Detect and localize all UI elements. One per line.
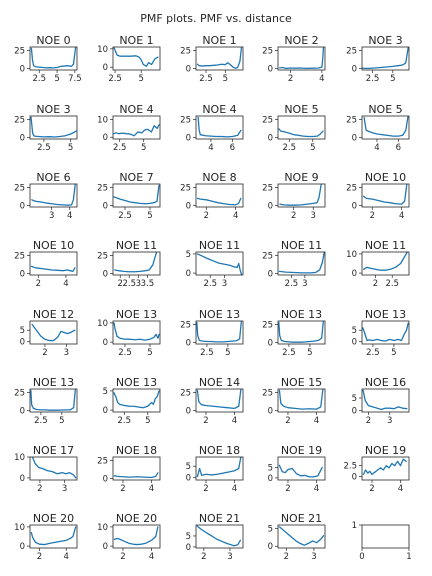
x-tick-label: 2.5 xyxy=(282,143,297,153)
subplot-title: NOE 11 xyxy=(115,239,158,252)
y-tick-label: 25 xyxy=(262,388,273,399)
y-tick-label: 5 xyxy=(267,463,273,474)
y-tick-label: 0 xyxy=(351,472,357,483)
x-tick-label: 2.5 xyxy=(284,279,299,289)
y-tick-label: 0 xyxy=(185,64,191,75)
subplot-20 xyxy=(20,308,77,358)
axes-frame xyxy=(278,47,325,70)
subplot-title: NOE 13 xyxy=(115,376,158,389)
subplot-12 xyxy=(180,171,243,221)
x-tick-label: 3 xyxy=(311,552,317,562)
y-tick-label: 0 xyxy=(185,201,191,212)
y-tick-label: 25 xyxy=(14,183,25,194)
subplot-18 xyxy=(262,239,325,289)
x-tick-label: 5 xyxy=(147,348,153,358)
subplot-29 xyxy=(352,376,409,426)
pmf-line xyxy=(31,390,75,410)
pmf-line xyxy=(279,129,323,137)
subplot-title: NOE 2 xyxy=(284,34,319,47)
x-tick-label: 2.5 xyxy=(385,279,399,289)
x-tick-label: 3 xyxy=(302,279,308,289)
pmf-line xyxy=(363,185,406,204)
x-tick-label: 2 xyxy=(369,484,375,494)
x-tick-label: 4 xyxy=(63,552,69,562)
x-tick-label: 2.5 xyxy=(37,143,51,153)
subplot-10 xyxy=(14,171,77,221)
subplot-title: NOE 19 xyxy=(280,444,323,457)
x-tick-label: 2.5 xyxy=(34,416,48,426)
subplot-title: NOE 11 xyxy=(198,239,241,252)
y-tick-label: 1 xyxy=(351,521,357,531)
pmf-line xyxy=(197,390,240,409)
y-tick-label: 25 xyxy=(346,46,357,57)
x-tick-label: 6 xyxy=(395,143,402,153)
x-tick-label: 3.5 xyxy=(140,279,155,289)
subplot-26 xyxy=(103,376,160,426)
y-tick-label: 0 xyxy=(267,64,273,75)
subplot-title: NOE 13 xyxy=(32,376,75,389)
pmf-line xyxy=(114,125,159,136)
x-tick-label: 2 xyxy=(287,74,294,84)
x-tick-label: 2.5 xyxy=(282,348,296,358)
x-tick-label: 5 xyxy=(145,416,151,426)
axes-frame xyxy=(30,252,77,275)
subplot-39 xyxy=(352,521,412,562)
subplot-title: NOE 1 xyxy=(119,34,154,47)
axes-frame xyxy=(362,457,409,480)
axes-frame xyxy=(30,457,77,480)
x-tick-label: 2 xyxy=(203,211,209,221)
subplot-16 xyxy=(97,239,160,289)
subplot-title: NOE 10 xyxy=(32,239,75,252)
x-tick-label: 3 xyxy=(310,211,316,221)
x-tick-label: 2.5 xyxy=(118,211,132,221)
subplot-title: NOE 5 xyxy=(368,103,403,116)
subplot-title: NOE 3 xyxy=(368,34,403,47)
x-tick-label: 2 xyxy=(201,552,207,562)
pmf-line xyxy=(364,117,408,136)
y-tick-label: 5 xyxy=(19,326,25,337)
y-tick-label: 0 xyxy=(267,406,273,417)
subplot-33 xyxy=(268,444,325,494)
y-tick-label: 0 xyxy=(102,474,108,485)
y-tick-label: 5 xyxy=(185,531,191,542)
x-tick-label: 2.5 xyxy=(203,279,218,289)
axes-frame xyxy=(278,457,325,480)
subplot-14 xyxy=(346,171,409,221)
y-tick-label: 0 xyxy=(185,338,191,349)
pmf-line xyxy=(363,48,408,69)
subplot-title: NOE 15 xyxy=(280,376,323,389)
y-tick-label: 0 xyxy=(185,269,191,280)
subplot-1 xyxy=(97,34,160,84)
pmf-line xyxy=(197,254,241,275)
x-tick-label: 6 xyxy=(229,143,236,153)
figure-title: PMF plots. PMF vs. distance xyxy=(140,12,292,25)
y-tick-label: 0 xyxy=(19,406,25,417)
pmf-line xyxy=(114,391,159,408)
axes-frame xyxy=(30,389,77,412)
pmf-line xyxy=(197,526,240,546)
y-tick-label: 0 xyxy=(351,133,357,144)
x-tick-label: 2.5 xyxy=(118,348,132,358)
y-tick-label: 25 xyxy=(262,320,273,331)
pmf-line xyxy=(197,457,240,477)
subplot-title: NOE 4 xyxy=(202,103,237,116)
pmf-line xyxy=(32,324,75,340)
x-tick-label: 3 xyxy=(387,416,393,426)
x-tick-label: 2.5 xyxy=(200,348,214,358)
y-tick-label: 0 xyxy=(102,63,108,74)
y-tick-label: 25 xyxy=(180,115,191,126)
x-tick-label: 0 xyxy=(359,552,365,562)
y-tick-label: 0 xyxy=(19,201,25,212)
x-tick-label: 2 xyxy=(36,552,43,562)
y-tick-label: 0 xyxy=(351,406,357,417)
x-tick-label: 2 xyxy=(285,416,291,426)
x-tick-label: 2 xyxy=(35,279,42,289)
subplot-19 xyxy=(346,239,409,289)
x-tick-label: 2 xyxy=(117,279,123,289)
x-tick-label: 5 xyxy=(225,348,231,358)
subplot-38 xyxy=(268,512,325,562)
subplot-11 xyxy=(97,171,160,221)
subplot-17 xyxy=(186,239,243,289)
y-tick-label: 0 xyxy=(19,337,25,348)
pmf-line xyxy=(197,322,241,342)
y-tick-label: 5 xyxy=(267,524,273,535)
x-tick-label: 2 xyxy=(285,484,291,494)
x-tick-label: 2 xyxy=(290,211,297,221)
pmf-line xyxy=(115,253,157,272)
y-tick-label: 0 xyxy=(267,269,273,280)
pmf-line xyxy=(114,527,157,545)
x-tick-label: 4 xyxy=(313,416,320,426)
subplot-32 xyxy=(186,444,243,494)
subplot-title: NOE 13 xyxy=(198,308,241,321)
subplot-title: NOE 16 xyxy=(364,376,407,389)
y-tick-label: 25 xyxy=(262,115,273,126)
subplot-15 xyxy=(14,239,77,289)
y-tick-label: 25 xyxy=(180,46,191,57)
x-tick-label: 4 xyxy=(313,484,320,494)
subplot-4 xyxy=(346,34,409,84)
x-tick-label: 4 xyxy=(398,211,405,221)
x-tick-label: 3 xyxy=(61,484,68,494)
subplot-7 xyxy=(180,103,243,153)
axes-frame xyxy=(113,389,160,412)
x-tick-label: 2.5 xyxy=(199,74,213,84)
x-tick-label: 2 xyxy=(203,416,209,426)
y-tick-label: 25 xyxy=(346,115,357,126)
subplot-title: NOE 20 xyxy=(32,512,75,525)
subplot-0 xyxy=(14,34,81,84)
y-tick-label: 25 xyxy=(97,456,108,467)
x-tick-label: 5 xyxy=(222,74,228,84)
subplot-title: NOE 3 xyxy=(36,103,71,116)
axes-frame xyxy=(196,457,243,480)
pmf-line xyxy=(114,473,157,478)
pmf-line xyxy=(364,252,408,270)
subplot-24 xyxy=(352,308,409,358)
pmf-line xyxy=(32,185,75,205)
x-tick-label: 4 xyxy=(148,484,155,494)
pmf-line xyxy=(279,322,323,342)
x-tick-label: 5 xyxy=(138,74,144,84)
subplot-title: NOE 21 xyxy=(280,512,323,525)
subplot-5 xyxy=(14,103,77,153)
y-tick-label: 0 xyxy=(19,269,25,280)
x-tick-label: 4 xyxy=(63,279,69,289)
subplot-title: NOE 0 xyxy=(36,34,71,47)
x-tick-label: 4 xyxy=(67,211,73,221)
x-tick-label: 5 xyxy=(390,74,396,84)
pmf-line xyxy=(32,457,75,478)
subplot-title: NOE 6 xyxy=(36,171,71,184)
x-tick-label: 3 xyxy=(227,552,233,562)
axes-frame xyxy=(113,47,160,70)
y-tick-label: 0 xyxy=(102,338,108,349)
pmf-line xyxy=(279,527,323,545)
y-tick-label: 10 xyxy=(14,453,25,463)
pmf-line xyxy=(31,48,75,68)
x-tick-label: 5 xyxy=(307,348,313,358)
pmf-line xyxy=(363,459,406,474)
x-tick-label: 2.5 xyxy=(112,143,127,153)
y-tick-label: 25 xyxy=(97,183,108,194)
subplot-title: NOE 13 xyxy=(364,308,407,321)
x-tick-label: 4 xyxy=(374,143,380,153)
axes-frame xyxy=(278,184,325,207)
subplot-22 xyxy=(180,308,243,358)
x-tick-label: 5 xyxy=(147,211,153,221)
y-tick-label: 10 xyxy=(97,318,108,329)
y-tick-label: 25 xyxy=(262,183,273,194)
y-tick-label: 5 xyxy=(185,249,191,260)
x-tick-label: 2.5 xyxy=(108,74,122,84)
y-tick-label: 0 xyxy=(19,133,25,144)
x-tick-label: 2 xyxy=(120,484,126,494)
subplot-6 xyxy=(97,103,160,153)
x-tick-label: 2 xyxy=(372,279,379,289)
y-tick-label: 10 xyxy=(97,522,108,533)
x-tick-label: 4 xyxy=(232,211,239,221)
subplot-title: NOE 12 xyxy=(32,308,75,321)
x-tick-label: 2 xyxy=(283,552,290,562)
y-tick-label: 0 xyxy=(351,64,357,75)
x-tick-label: 2 xyxy=(120,552,126,562)
x-tick-label: 4 xyxy=(397,484,404,494)
y-tick-label: 25 xyxy=(180,388,191,399)
subplot-title: NOE 8 xyxy=(202,171,237,184)
y-tick-label: 10 xyxy=(14,522,25,533)
subplot-31 xyxy=(97,444,160,494)
subplot-title: NOE 13 xyxy=(115,308,158,321)
y-tick-label: 0 xyxy=(185,542,191,553)
x-tick-label: 5 xyxy=(67,143,74,153)
x-tick-label: 2 xyxy=(203,484,209,494)
y-tick-label: 0 xyxy=(351,201,357,212)
pmf-line xyxy=(363,390,407,409)
subplot-21 xyxy=(97,308,160,358)
y-tick-label: 25 xyxy=(262,46,273,57)
subplot-title: NOE 1 xyxy=(202,34,237,47)
y-tick-label: 2.5 xyxy=(343,461,357,472)
y-tick-label: 0 xyxy=(19,64,25,75)
x-tick-label: 3 xyxy=(221,279,228,289)
subplot-8 xyxy=(262,103,325,153)
x-tick-label: 3 xyxy=(135,279,142,289)
y-tick-label: 0 xyxy=(19,473,25,484)
y-tick-label: 25 xyxy=(180,320,191,331)
axes-frame xyxy=(30,525,77,548)
y-tick-label: 25 xyxy=(180,183,191,194)
x-tick-label: 4 xyxy=(208,143,214,153)
y-tick-label: 0 xyxy=(19,542,25,553)
x-tick-label: 2.5 xyxy=(365,74,380,84)
x-tick-label: 2.5 xyxy=(122,279,137,289)
y-tick-label: 25 xyxy=(14,46,25,57)
subplot-title: NOE 5 xyxy=(284,103,319,116)
x-tick-label: 1 xyxy=(406,552,412,562)
subplot-25 xyxy=(14,376,77,426)
pmf-line xyxy=(114,323,159,340)
subplot-34 xyxy=(343,444,409,494)
axes-frame xyxy=(30,116,77,139)
subplot-13 xyxy=(262,171,325,221)
x-tick-label: 5 xyxy=(310,143,316,153)
subplot-title: NOE 19 xyxy=(364,444,407,457)
pmf-line xyxy=(198,48,242,68)
y-tick-label: 10 xyxy=(346,249,357,260)
subplot-title: NOE 11 xyxy=(280,239,323,252)
subplot-37 xyxy=(186,512,243,562)
y-tick-label: 5 xyxy=(351,393,357,404)
pmf-line xyxy=(197,198,240,204)
y-tick-label: 0 xyxy=(102,406,108,417)
y-tick-label: 5 xyxy=(102,386,108,397)
y-tick-label: 5 xyxy=(351,326,357,337)
pmf-line xyxy=(114,48,158,66)
y-tick-label: 0 xyxy=(267,473,273,484)
y-tick-label: 0 xyxy=(267,338,273,349)
x-tick-label: 4 xyxy=(231,416,238,426)
subplot-title: NOE 20 xyxy=(115,512,158,525)
subplot-35 xyxy=(14,512,77,562)
y-tick-label: 5 xyxy=(185,462,191,473)
axes-frame xyxy=(113,321,160,344)
pmf-line xyxy=(363,323,408,341)
x-tick-label: 4 xyxy=(231,484,238,494)
subplot-title: NOE 4 xyxy=(119,103,154,116)
y-tick-label: 25 xyxy=(262,251,273,262)
axes-frame xyxy=(196,389,243,412)
subplot-27 xyxy=(180,376,243,426)
subplot-title: NOE 18 xyxy=(115,444,158,457)
pmf-line xyxy=(280,185,321,205)
y-tick-label: 0 xyxy=(185,406,191,417)
pmf-line xyxy=(279,390,322,409)
x-tick-label: 2 xyxy=(37,484,43,494)
y-tick-label: 0 xyxy=(267,542,273,553)
subplot-28 xyxy=(262,376,325,426)
y-tick-label: 0 xyxy=(102,542,108,553)
subplot-title: NOE 18 xyxy=(198,444,241,457)
subplot-title: NOE 21 xyxy=(198,512,241,525)
y-tick-label: 25 xyxy=(97,251,108,262)
x-tick-label: 3 xyxy=(48,211,55,221)
x-tick-label: 4 xyxy=(148,552,155,562)
x-tick-label: 2 xyxy=(369,211,375,221)
y-tick-label: 0 xyxy=(185,133,191,144)
axes-frame xyxy=(362,525,409,548)
x-tick-label: 5 xyxy=(54,74,60,84)
x-tick-label: 2.5 xyxy=(32,74,47,84)
x-tick-label: 5 xyxy=(391,348,397,358)
subplot-title: NOE 11 xyxy=(364,239,407,252)
subplot-9 xyxy=(346,103,409,153)
subplot-title: NOE 17 xyxy=(32,444,75,457)
y-tick-label: 0 xyxy=(267,201,273,212)
axes-frame xyxy=(362,252,409,275)
y-tick-label: 25 xyxy=(14,388,25,399)
x-tick-label: 5 xyxy=(59,416,65,426)
x-tick-label: 2 xyxy=(42,348,48,358)
y-tick-label: 0 xyxy=(102,133,108,144)
subplot-36 xyxy=(97,512,160,562)
subplot-title: NOE 9 xyxy=(284,171,319,184)
y-tick-label: 0 xyxy=(351,269,357,280)
y-tick-label: 25 xyxy=(14,115,25,126)
pmf-line xyxy=(114,185,159,203)
subplot-30 xyxy=(14,444,77,494)
pmf-line xyxy=(279,465,322,477)
pmf-line xyxy=(279,253,324,273)
x-tick-label: 5 xyxy=(140,143,147,153)
x-tick-label: 3 xyxy=(63,348,70,358)
pmf-line xyxy=(31,117,76,137)
x-tick-label: 2.5 xyxy=(366,348,380,358)
pmf-line xyxy=(31,266,75,271)
subplot-title: NOE 7 xyxy=(119,171,154,184)
y-tick-label: 0 xyxy=(185,473,191,484)
x-tick-label: 7.5 xyxy=(68,74,82,84)
y-tick-label: 0 xyxy=(267,133,273,144)
y-tick-label: 25 xyxy=(14,251,25,262)
pmf-line xyxy=(198,117,241,136)
pmf-line xyxy=(31,527,75,545)
x-tick-label: 2.5 xyxy=(117,416,132,426)
y-tick-label: 25 xyxy=(346,183,357,194)
x-tick-label: 2 xyxy=(365,416,372,426)
x-tick-label: 4 xyxy=(319,74,325,84)
subplot-3 xyxy=(262,34,325,84)
y-tick-label: 0 xyxy=(102,269,108,280)
y-tick-label: 10 xyxy=(97,44,108,55)
pmf-line xyxy=(280,48,324,69)
y-tick-label: 0 xyxy=(102,201,108,212)
subplot-23 xyxy=(262,308,325,358)
subplot-2 xyxy=(180,34,243,84)
subplot-title: NOE 10 xyxy=(364,171,407,184)
subplot-title: NOE 13 xyxy=(280,308,323,321)
subplot-grid xyxy=(14,34,412,562)
y-tick-label: 10 xyxy=(97,115,108,126)
y-tick-label: 0 xyxy=(351,337,357,348)
subplot-title: NOE 14 xyxy=(198,376,241,389)
